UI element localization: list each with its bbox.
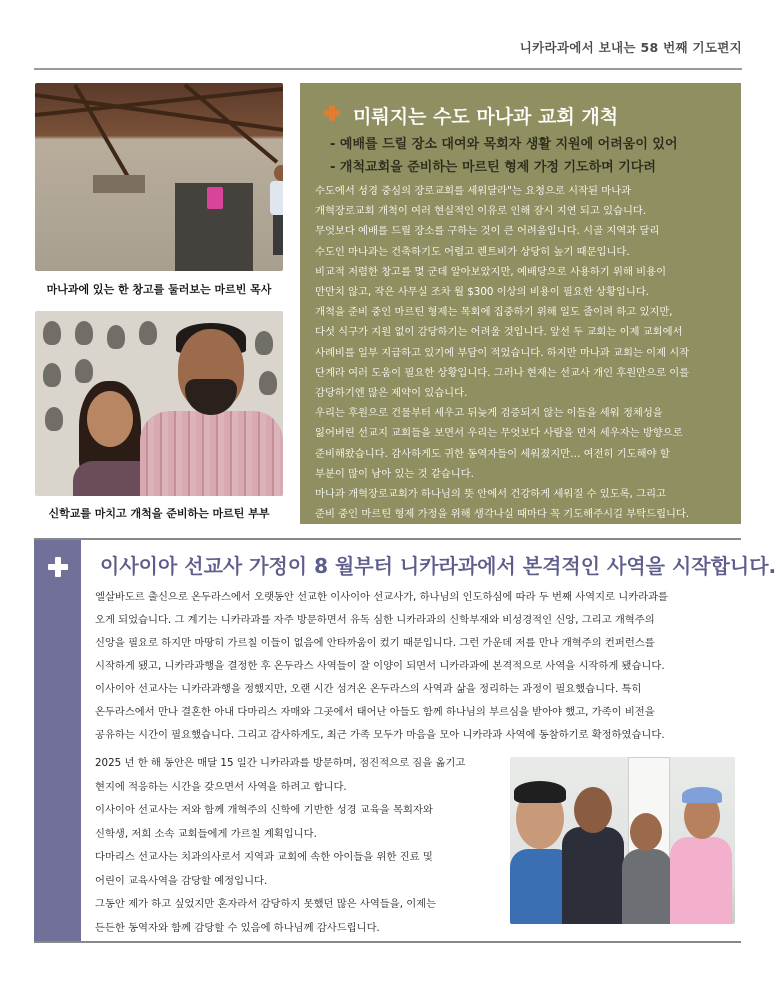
- body-line: 부분이 많이 남아 있는 것 같습니다.: [315, 467, 474, 480]
- body-line: 준비해왔습니다. 감사하게도 귀한 동역자들이 세워졌지만… 여전히 기도해야 할: [315, 447, 670, 460]
- article-church-planting: 미뤄지는 수도 마나과 교회 개척 - 예배를 드릴 장소 대여와 목회자 생활 지원에 어려움이 있어 - 개척교회을 준비하는 마르틴 형제 가정 기도하며 기다려 수도에서 성경 중심의 장로교회를 세워달라"는 요청으로 시작된 마나과 개혁장로교회 개척이 여러 현실적인 이유로 인해 잠시 지연 되고 있습니다. 무엇보다 예배를 드릴 장소를 구하는 것이 큰 어려움입니다. 시골 지역과 달리 수도인 마나과는 건축하기도 어렵고 렌트비가 상당히 높기 때문입니다. 비교적 저렴한 창고를 몇 군데 알아보았지만, 예배당으로 사용하기 위해 비용이 만만치 않고, 작은 사무실 조차 월 $300 이상의 비용이 필요한 상황입니다. 개척을 준비 중인 마르틴 형제는 목회에 집중하기 위해 일도 줄이려 하고 있지만, 다섯 식구가 지원 없이 감당하기는 어려울 것입니다. 앞선 두 교회는 이제 교회에서 사례비를 일부 지급하고 있기에 부담이 적었습니다. 하지만 마나과 교회는 이제 시작 단계라 여러 도움이 필요한 상황입니다. 그러나 현재는 선교사 개인 후원만으로 이를 감당하기엔 많은 제약이 있습니다. 우리는 후원으로 건물부터 세우고 뒤늦게 검증되지 않는 이들을 세워 정체성을 잃어버린 선교지 교회들을 보면서 우리는 무엇보다 사람을 먼저 세우자는 방향으로 준비해왔습니다. 감사하게도 귀한 동역자들이 세워졌지만… 여전히 기도해야 할 부분이 많이 남아 있는 것 같습니다. 마나과 개혁장로교회가 하나님의 뜻 안에서 건강하게 세워질 수 있도록, 그리고 준비 중인 마르틴 형제 가정을 위해 생각나실 때마다 꼭 기도해주시길 부탁드립니다.: [300, 83, 741, 524]
- photo2-caption: 신학교를 마치고 개척을 준비하는 마르틴 부부: [48, 507, 270, 520]
- plus-icon: [48, 557, 68, 577]
- article2-body-continued: [95, 752, 515, 940]
- newsletter-title: 니카라과에서 보내는 58 번째 기도편지: [519, 40, 742, 55]
- body-line: 잃어버린 선교지 교회들을 보면서 우리는 무엇보다 사람을 먼저 세우자는 방향으로: [315, 427, 683, 440]
- body-line: 오게 되었습니다. 그 계기는 니카라과를 자주 방문하면서 유독 심한 니카라과의 신학부재와 비성경적인 신앙, 그리고 개혁주의: [95, 614, 655, 626]
- article1-body: [315, 181, 730, 524]
- warehouse-photo: [35, 83, 283, 271]
- body-line: 어린이 교육사역을 감당할 예정입니다.: [95, 874, 268, 887]
- article1-subtitle: - 예배를 드릴 장소 대여와 목회자 생활 지원에 어려움이 있어: [330, 137, 678, 152]
- section-sidebar: [34, 540, 81, 941]
- body-line: 이사이아 선교사는 저와 함께 개혁주의 신학에 기반한 성경 교육을 목회자와: [95, 804, 433, 816]
- body-line: 현지에 적응하는 시간을 갖으면서 사역을 하려고 합니다.: [95, 780, 347, 793]
- body-line: 비교적 저렴한 창고를 몇 군데 알아보았지만, 예배당으로 사용하기 위해 비용이: [315, 265, 667, 278]
- body-line: 시작하게 됐고, 니카라과행을 결정한 후 온두라스 사역들이 잘 이양이 되면서 니카라과에 본격적으로 사역을 시작하게 됐습니다.: [95, 660, 665, 672]
- body-line: 수도인 마나과는 건축하기도 어렵고 렌트비가 상당히 높기 때문입니다.: [315, 245, 630, 258]
- body-line: 온두라스에서 만나 결혼한 아내 다마리스 자매와 그곳에서 태어난 아들도 함께 하나님의 부르심을 받아야 했고, 가족이 비전을: [95, 706, 655, 718]
- header-divider: [34, 68, 742, 70]
- article2-heading: 이사이아 선교사 가정이 8 월부터 니카라과에서 본격적인 사역을 시작합니다.: [100, 554, 776, 578]
- body-line: 개척을 준비 중인 마르틴 형제는 목회에 집중하기 위해 일도 줄이려 하고 있지만,: [315, 306, 673, 319]
- body-line: 이사이아 선교사는 니카라과행을 정했지만, 오랜 시간 섬겨온 온두라스의 사역과 삶을 정리하는 과정이 필요했습니다. 특히: [95, 683, 642, 695]
- body-line: 그동안 제가 하고 싶었지만 혼자라서 감당하지 못했던 많은 사역들을, 이제는: [95, 898, 437, 910]
- body-line: 수도에서 성경 중심의 장로교회를 세워달라"는 요청으로 시작된 마나과: [315, 185, 632, 197]
- body-line: 2025 년 한 해 동안은 매달 15 일간 니카라과를 방문하며, 점진적으로 짐을 옮기고: [95, 757, 466, 769]
- body-line: 다섯 식구가 지원 없이 감당하기는 어려울 것입니다. 앞선 두 교회는 이제 교회에서: [315, 326, 683, 339]
- article2-body: [95, 586, 735, 747]
- body-line: 공유하는 시간이 필요했습니다. 그리고 감사하게도, 최근 가족 모두가 마음을 모아 니카라과 사역에 동참하기로 확정하였습니다.: [95, 729, 665, 741]
- body-line: 신앙을 필요로 하지만 마땅히 가르칠 이들이 없음에 안타까움이 컸기 때문입니다. 그런 가운데 저를 만나 개혁주의 컨퍼런스를: [95, 637, 655, 649]
- body-line: 단계라 여러 도움이 필요한 상황입니다. 그러나 현재는 선교사 개인 후원만으로 이를: [315, 366, 690, 379]
- body-line: 준비 중인 마르틴 형제 가정을 위해 생각나실 때마다 꼭 기도해주시길 부탁드립니다.: [315, 508, 690, 521]
- body-line: 마나과 개혁장로교회가 하나님의 뜻 안에서 건강하게 세워질 수 있도록, 그리고: [315, 488, 667, 501]
- body-line: 우리는 후원으로 건물부터 세우고 뒤늦게 검증되지 않는 이들을 세워 정체성을: [315, 407, 663, 420]
- body-line: 엘살바도르 출신으로 온두라스에서 오랫동안 선교한 이사이아 선교사가, 하나님의 인도하심에 따라 두 번째 사역지로 니카라과를: [95, 591, 668, 603]
- plus-icon: [324, 105, 340, 121]
- body-line: 감당하기엔 많은 제약이 있습니다.: [315, 387, 468, 400]
- body-line: 신학생, 저희 소속 교회들에게 가르칠 계획입니다.: [95, 827, 317, 840]
- article1-subtitle: - 개척교회을 준비하는 마르틴 형제 가정 기도하며 기다려: [330, 160, 656, 175]
- group-photo: [510, 757, 735, 924]
- body-line: 개혁장로교회 개척이 여러 현실적인 이유로 인해 잠시 지연 되고 있습니다.: [315, 205, 647, 218]
- body-line: 사례비를 일부 지급하고 있기에 부담이 적었습니다. 하지만 마나과 교회는 이제 시작: [315, 346, 690, 359]
- couple-photo: [35, 311, 283, 496]
- body-line: 든든한 동역자와 함께 감당할 수 있음에 하나님께 감사드립니다.: [95, 921, 380, 934]
- body-line: 무엇보다 예배를 드릴 장소를 구하는 것이 큰 어려움입니다. 시골 지역과 달리: [315, 225, 660, 238]
- body-line: 다마리스 선교사는 치과의사로서 지역과 교회에 속한 아이들을 위한 진료 및: [95, 851, 433, 863]
- body-line: 만만치 않고, 작은 사무실 조차 월 $300 이상의 비용이 필요한 상황입니다.: [315, 286, 650, 299]
- photo1-caption: 마나과에 있는 한 창고를 둘러보는 마르빈 목사: [46, 283, 272, 296]
